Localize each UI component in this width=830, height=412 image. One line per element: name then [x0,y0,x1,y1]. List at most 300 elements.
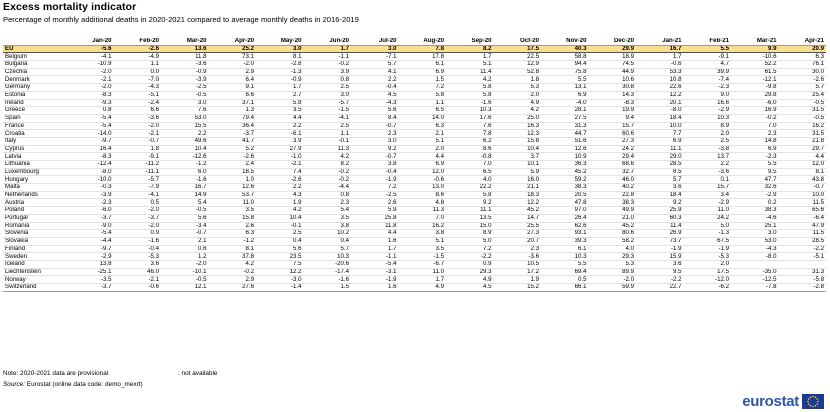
value-cell: 6.3 [209,230,257,238]
value-cell: 14.8 [731,137,779,145]
value-cell: 10.3 [684,114,732,122]
value-cell: 10.4 [494,145,542,153]
value-cell: 5.3 [589,260,637,268]
value-cell: -4.4 [66,237,114,245]
country-row [3,53,826,61]
value-cell: -17.4 [304,268,352,276]
value-cell: 94.4 [541,61,589,69]
value-cell: 0.4 [304,237,352,245]
value-cell: 14.3 [589,91,637,99]
value-cell: 31.3 [541,122,589,130]
value-cell: 16.6 [684,99,732,107]
value-cell: 18.4 [636,191,684,199]
value-cell: -0.5 [161,207,209,215]
country-name: France [3,122,66,130]
value-cell: 52.8 [494,68,542,76]
value-cell: -3.6 [114,114,162,122]
value-cell: 8.2 [304,161,352,169]
value-cell: 51.6 [541,137,589,145]
value-cell: 6.2 [446,137,494,145]
value-cell: 8.1 [209,245,257,253]
value-cell: 12.0 [779,161,827,169]
value-cell: 37.8 [209,253,257,261]
value-cell: 18.4 [636,114,684,122]
value-cell: 0.8 [66,107,114,115]
country-row [3,176,826,184]
value-cell: -0.2 [209,268,257,276]
value-cell: 10.2 [304,230,352,238]
value-cell: 4.4 [399,153,447,161]
value-cell: 16.2 [779,122,827,130]
value-cell: -8.0 [636,107,684,115]
value-cell: -2.0 [114,222,162,230]
value-cell: 5.7 [351,61,399,69]
value-cell: 17.2 [494,268,542,276]
value-cell: -0.6 [114,284,162,292]
value-cell: -1.9 [351,276,399,284]
value-cell: 47.8 [541,199,589,207]
value-cell: 68.6 [589,161,637,169]
value-cell: -0.7 [161,230,209,238]
country-row [3,130,826,138]
value-cell: -6.1 [256,130,304,138]
value-cell: 8.4 [351,114,399,122]
value-cell: 17.5 [684,268,732,276]
value-cell: 3.6 [636,260,684,268]
value-cell: -2.0 [114,122,162,130]
value-cell: 2.2 [161,130,209,138]
value-cell: 29.3 [589,253,637,261]
value-cell: -1.2 [209,237,257,245]
value-cell: -12.4 [66,161,114,169]
value-cell: -5.3 [684,253,732,261]
country-name: Poland [3,207,66,215]
value-cell: -7.9 [114,184,162,192]
value-cell: 25.0 [494,114,542,122]
value-cell: -0.1 [256,222,304,230]
value-cell: 10.0 [636,122,684,130]
value-cell: 27.3 [589,137,637,145]
value-cell: 6.9 [399,68,447,76]
value-cell: -1.1 [351,253,399,261]
value-cell: 8.1 [256,53,304,61]
value-cell: -2.9 [684,107,732,115]
value-cell: -3.7 [66,214,114,222]
value-cell: 66.1 [541,284,589,292]
value-cell: 4.4 [351,230,399,238]
value-cell: 28.5 [636,161,684,169]
value-cell: 22.5 [494,53,542,61]
value-cell: -25.1 [66,268,114,276]
value-cell: 12.6 [541,145,589,153]
value-cell: -8.3 [589,99,637,107]
value-cell: 80.6 [589,230,637,238]
value-cell: 2.9 [209,276,257,284]
value-cell: 2.3 [731,130,779,138]
value-cell: 6.6 [114,107,162,115]
value-cell: 32.6 [731,184,779,192]
value-cell: -0.5 [161,91,209,99]
value-cell: 22.7 [636,284,684,292]
value-cell: -0.4 [114,245,162,253]
value-cell: 22.6 [636,84,684,92]
value-cell: 3.8 [399,230,447,238]
value-cell: 7.0 [446,161,494,169]
value-cell: 16.7 [636,45,684,53]
value-cell: 29.4 [589,153,637,161]
value-cell: 8.9 [684,122,732,130]
country-name: Romania [3,222,66,230]
country-name: Croatia [3,130,66,138]
value-cell: 16.2 [399,222,447,230]
value-cell: 19.9 [589,107,637,115]
country-row [3,99,826,107]
value-cell: 16.4 [66,145,114,153]
value-cell: 0.9 [114,230,162,238]
provisional-note: Note: 2020-2021 data are provisional [3,370,109,377]
value-cell: -1.6 [304,276,352,284]
country-row [3,222,826,230]
value-cell: -0.3 [66,184,114,192]
value-cell: -1.9 [351,176,399,184]
value-cell: 10.3 [304,253,352,261]
value-cell: 3.0 [304,91,352,99]
value-cell: 2.4 [209,161,257,169]
value-cell: 6.9 [636,137,684,145]
value-cell: 2.3 [494,245,542,253]
value-cell: 76.1 [779,61,827,69]
value-cell: 8.2 [446,45,494,53]
value-cell: 1.8 [114,145,162,153]
value-cell: -1.3 [684,230,732,238]
country-row [3,230,826,238]
value-cell: 18.3 [494,191,542,199]
table-header-row [3,38,826,45]
value-cell: -4.9 [114,53,162,61]
country-name: Spain [3,114,66,122]
value-cell: 1.1 [304,130,352,138]
value-cell: -1.0 [256,153,304,161]
value-cell: 45.2 [541,168,589,176]
value-cell: 25.5 [494,222,542,230]
value-cell: -12.0 [684,276,732,284]
value-cell: 5.5 [731,161,779,169]
value-cell: 15.7 [684,184,732,192]
value-cell: 11.1 [636,145,684,153]
column-header: Apr-21 [779,38,827,45]
value-cell: 13.8 [66,260,114,268]
value-cell: 4.5 [446,284,494,292]
value-cell: 2.1 [399,130,447,138]
value-cell: 11.5 [779,199,827,207]
value-cell: 7.6 [161,107,209,115]
value-cell: -3.1 [351,268,399,276]
value-cell: -2.2 [636,276,684,284]
value-cell: -5.4 [66,114,114,122]
value-cell: -9.7 [66,245,114,253]
value-cell: -1.4 [256,284,304,292]
source-line [3,381,143,388]
value-cell: 1.7 [446,53,494,61]
value-cell: 12.2 [636,91,684,99]
country-row [3,91,826,99]
value-cell: 4.9 [494,99,542,107]
value-cell: -2.0 [66,68,114,76]
value-cell: 15.9 [636,253,684,261]
value-cell: 5.1 [446,61,494,69]
value-cell: 15.8 [494,137,542,145]
value-cell: -0.2 [731,114,779,122]
value-cell: 3.5 [399,245,447,253]
value-cell: -1.2 [161,161,209,169]
value-cell: 3.8 [351,161,399,169]
value-cell: 5.5 [541,76,589,84]
value-cell: 38.3 [731,207,779,215]
value-cell: 4.7 [684,61,732,69]
column-header: Jan-20 [66,38,114,45]
value-cell: -4.3 [114,84,162,92]
value-cell: -0.9 [256,76,304,84]
value-cell: -10.0 [66,176,114,184]
logo-text: eurostat [742,392,799,410]
country-row [3,191,826,199]
value-cell: 38.3 [541,184,589,192]
value-cell: 25.1 [731,222,779,230]
column-header: Sep-20 [446,38,494,45]
value-cell: 10.8 [636,76,684,84]
value-cell: -2.5 [161,84,209,92]
value-cell: 89.9 [589,268,637,276]
value-cell: 1.0 [209,176,257,184]
value-cell: 13.5 [446,214,494,222]
value-cell: -2.9 [66,253,114,261]
source-text: Eurostat (online data code: demo_mexrt) [26,381,143,388]
value-cell: 31.3 [779,268,827,276]
column-header: Oct-20 [494,38,542,45]
value-cell: 3.4 [684,191,732,199]
country-row [3,137,826,145]
value-cell: -10.6 [731,53,779,61]
value-cell: -1.9 [684,245,732,253]
value-cell: 4.9 [399,284,447,292]
table-subtitle: Percentage of monthly additional deaths in 2020-2021 compared to average monthly deaths in 2016-2019 [3,15,359,24]
value-cell: 47.7 [731,176,779,184]
value-cell: 0.0 [114,68,162,76]
value-cell: 20.9 [779,45,827,53]
value-cell: 9.9 [731,45,779,53]
value-cell: 0.6 [161,245,209,253]
country-row [3,107,826,115]
value-cell: 46.0 [114,268,162,276]
value-cell: 7.8 [399,45,447,53]
value-cell: 9.4 [589,114,637,122]
value-cell: 7.0 [399,214,447,222]
value-cell: 1.6 [351,284,399,292]
value-cell: 10.9 [541,153,589,161]
value-cell: 4.9 [446,276,494,284]
value-cell: 2.2 [684,161,732,169]
value-cell: 11.5 [779,230,827,238]
value-cell: 5.6 [351,107,399,115]
country-name: Germany [3,84,66,92]
value-cell: 5.5 [541,260,589,268]
country-name: EU [3,45,66,53]
country-row [3,114,826,122]
value-cell: -2.4 [114,99,162,107]
value-cell: 1.1 [399,99,447,107]
value-cell: 11.8 [161,53,209,61]
value-cell: 58.8 [541,53,589,61]
value-cell: 11.0 [399,268,447,276]
value-cell: 11.4 [446,68,494,76]
value-cell: 2.0 [494,91,542,99]
value-cell: 10.5 [494,260,542,268]
value-cell: 45.2 [494,207,542,215]
value-cell: 12.2 [256,268,304,276]
value-cell: -1.5 [304,107,352,115]
value-cell: -8.0 [66,168,114,176]
value-cell: 18.5 [209,168,257,176]
country-row [3,245,826,253]
value-cell: 32.7 [589,168,637,176]
value-cell: 2.9 [209,68,257,76]
value-cell: -3.7 [209,130,257,138]
value-cell: -4.3 [351,99,399,107]
value-cell: -8.0 [731,253,779,261]
eu-aggregate-row [3,45,826,53]
value-cell: -2.8 [779,284,827,292]
value-cell: 6.5 [446,168,494,176]
value-cell: 3.0 [351,45,399,53]
value-cell: -9.3 [66,99,114,107]
value-cell: 3.5 [256,107,304,115]
country-name: Italy [3,137,66,145]
value-cell: 11.8 [351,222,399,230]
value-cell: 2.5 [684,137,732,145]
header-corner [3,38,66,45]
value-cell: -4.1 [304,114,352,122]
value-cell: 11.4 [636,222,684,230]
value-cell: -3.6 [494,253,542,261]
value-cell: 5.8 [446,91,494,99]
value-cell: 20.5 [541,191,589,199]
value-cell: 2.3 [351,130,399,138]
value-cell: 4.2 [304,153,352,161]
value-cell: 15.2 [494,284,542,292]
value-cell: 5.9 [351,207,399,215]
value-cell: -2.3 [731,153,779,161]
value-cell: 1.7 [351,245,399,253]
value-cell: 27.3 [494,230,542,238]
value-cell: 21.8 [779,137,827,145]
value-cell: 4.2 [446,76,494,84]
value-cell: 7.6 [446,122,494,130]
value-cell: 65.6 [779,207,827,215]
country-name: Slovakia [3,237,66,245]
value-cell [779,260,827,268]
value-cell: 12.3 [494,130,542,138]
value-cell: 79.4 [209,114,257,122]
country-row [3,145,826,153]
value-cell: 53.7 [209,191,257,199]
value-cell: 30.8 [589,84,637,92]
value-cell: 7.4 [256,168,304,176]
country-row [3,260,826,268]
value-cell: 7.8 [446,130,494,138]
value-cell: 73.1 [209,53,257,61]
value-cell: 60.3 [636,214,684,222]
value-cell: 4.0 [446,176,494,184]
country-row [3,76,826,84]
value-cell: 2.3 [304,199,352,207]
value-cell: -2.6 [779,76,827,84]
value-cell: -0.2 [304,176,352,184]
value-cell: 31.5 [779,107,827,115]
value-cell: 9.0 [684,91,732,99]
country-name: Greece [3,107,66,115]
value-cell: -2.1 [256,161,304,169]
value-cell: 36.3 [541,161,589,169]
value-cell: 1.2 [161,253,209,261]
country-name: Luxembourg [3,168,66,176]
value-cell: 16.9 [731,107,779,115]
value-cell: 10.6 [589,76,637,84]
column-header: Mar-21 [731,38,779,45]
country-name: Netherlands [3,191,66,199]
value-cell: 74.5 [589,61,637,69]
column-header: Nov-20 [541,38,589,45]
value-cell: -7.0 [114,76,162,84]
value-cell: 6.1 [399,61,447,69]
country-name: Slovenia [3,230,66,238]
value-cell: -0.7 [779,184,827,192]
value-cell: 5.2 [209,145,257,153]
value-cell: 44.7 [541,130,589,138]
value-cell: 12.0 [399,168,447,176]
value-cell: 27.6 [209,284,257,292]
value-cell: 6.3 [779,53,827,61]
value-cell: -4.3 [731,245,779,253]
value-cell: -1.5 [399,253,447,261]
value-cell: 3.7 [494,153,542,161]
value-cell: 44.9 [589,68,637,76]
value-cell: -9.8 [731,84,779,92]
value-cell: 49.9 [589,207,637,215]
value-cell: 8.5 [636,168,684,176]
value-cell: -35.0 [731,268,779,276]
value-cell: 2.0 [684,130,732,138]
value-cell: 6.9 [541,91,589,99]
value-cell: -0.7 [114,137,162,145]
value-cell: 5.9 [494,168,542,176]
value-cell: -0.9 [161,68,209,76]
value-cell: 53.0 [161,114,209,122]
value-cell: 7.0 [731,122,779,130]
value-cell: 5.0 [446,237,494,245]
value-cell: 59.9 [589,284,637,292]
country-name: Sweden [3,253,66,261]
value-cell: 53.3 [636,68,684,76]
value-cell: 5.0 [684,222,732,230]
value-cell: -0.5 [779,114,827,122]
value-cell: -4.1 [114,191,162,199]
value-cell: 5.6 [161,214,209,222]
value-cell: -0.2 [304,61,352,69]
value-cell: 3.5 [209,207,257,215]
country-row [3,61,826,69]
value-cell: 26.4 [541,214,589,222]
value-cell: 4.4 [256,114,304,122]
